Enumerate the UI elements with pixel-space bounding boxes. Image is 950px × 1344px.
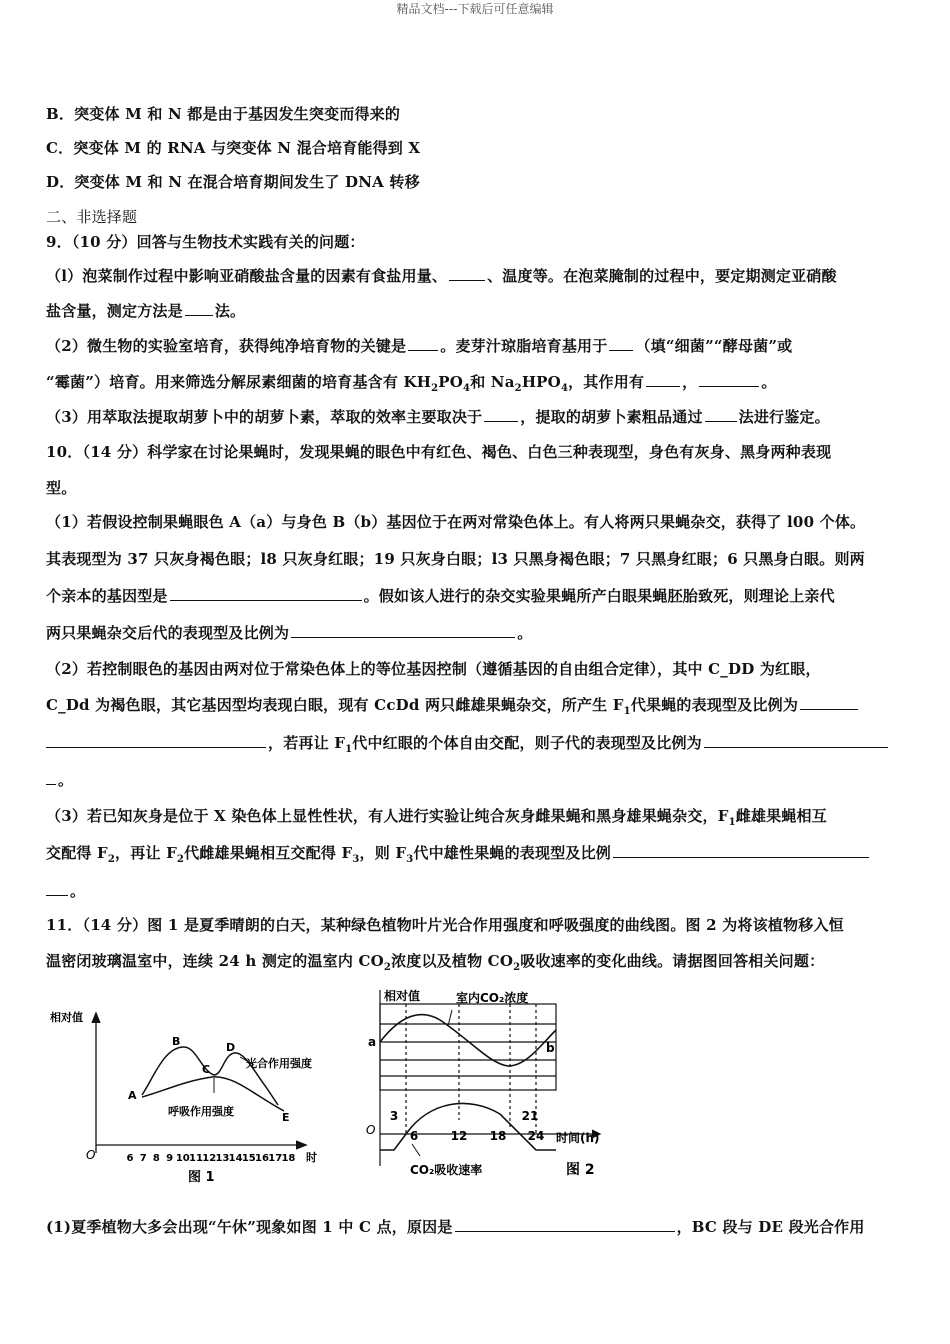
- fig2-x-tick: 12: [450, 1129, 468, 1143]
- fig2-a: a: [368, 1035, 377, 1049]
- q9-line-5: （3）用萃取法提取胡萝卜中的胡萝卜素，萃取的效率主要取决于 ，提取的胡萝卜素粗品通过 法进行鉴定。: [46, 408, 830, 426]
- fig2-origin: O: [366, 1123, 376, 1137]
- fig1-point-a: A: [128, 1089, 137, 1102]
- option-c: C．突变体 M 的 RNA 与突变体 N 混合培育能得到 X: [46, 139, 421, 157]
- fig2-ylabel: 相对值: [384, 989, 421, 1003]
- fig1-curve1-label: 光合作用强度: [246, 1057, 312, 1070]
- page-header: 精品文档---下载后可任意编辑: [396, 2, 554, 16]
- q10-line-3: 个亲本的基因型是 。假如该人进行的杂交实验果蝇所产白眼果蝇胚胎致死，则理论上亲代: [46, 587, 835, 605]
- answer-blank[interactable]: [613, 843, 869, 858]
- answer-blank[interactable]: [455, 1217, 675, 1232]
- fig1-x-tick: 12: [202, 1153, 217, 1164]
- q10-line-2: 其表现型为 37 只灰身褐色眼；l8 只灰身红眼；19 只灰身白眼；l3 只黑身褐色眼；7 只黑身红眼；6 只黑身白眼。则两: [46, 550, 865, 568]
- fig2-caption: 图 2: [566, 1162, 595, 1178]
- q11-title: 11．（14 分）图 1 是夏季晴朗的白天，某种绿色植物叶片光合作用强度和呼吸强度的曲线图。图 2 为将该植物移入恒: [46, 916, 844, 934]
- q11-question-1: (1)夏季植物大多会出现“午休”现象如图 1 中 C 点，原因是 ，BC 段与 DE 段光合作用: [46, 1218, 865, 1236]
- fig2-x-tick: 3: [389, 1109, 399, 1123]
- fig2-x-tick: 24: [527, 1129, 545, 1143]
- figure-1: [44, 1005, 334, 1190]
- fig2-rate-pointer: [412, 1144, 420, 1156]
- q9-line-3: （2）微生物的实验室培育，获得纯净培育物的关键是 。麦芽汁琼脂培育基用于 （填“细菌”“酵母菌”或: [46, 337, 793, 355]
- q10-line-7: ，若再让 $F_1$代中红眼的个体自由交配，则子代的表现型及比例为: [46, 732, 890, 755]
- answer-blank[interactable]: [46, 733, 266, 748]
- fig1-photosynthesis-curve: [142, 1047, 278, 1105]
- fig1-x-tick: 7: [139, 1153, 147, 1164]
- fig1-point-c: C: [202, 1063, 211, 1076]
- fig2-b: b: [546, 1041, 555, 1055]
- answer-blank[interactable]: [705, 407, 737, 422]
- q10-line-10: 交配得 $F_2$，再让 $F_2$代雌雄果蝇相互交配得 $F_3$，则 $F_3$代中雄性果蝇的表现型及比例: [46, 842, 871, 865]
- fig2-x-tick: 21: [521, 1109, 539, 1123]
- fig1-x-tick: 8: [152, 1153, 160, 1164]
- fig2-x-tick: 6: [409, 1129, 419, 1143]
- fig1-x-arrow: [296, 1141, 306, 1149]
- q10-line-8: 。: [46, 769, 73, 790]
- answer-blank[interactable]: [170, 586, 362, 601]
- q10-line-6: C_Dd 为褐色眼，其它基因型均表现白眼，现有 CcDd 两只雌雄果蝇杂交，所产生 $F_1$代果蝇的表现型及比例为: [46, 694, 860, 717]
- section-title: 二、非选择题: [46, 208, 138, 226]
- fig1-point-d: D: [226, 1041, 236, 1054]
- fig1-point-e: E: [282, 1111, 290, 1124]
- fig1-x-tick: 15: [241, 1153, 256, 1164]
- fig2-x-tick: 18: [489, 1129, 507, 1143]
- answer-blank[interactable]: [484, 407, 518, 422]
- q9-line-1: （l）泡菜制作过程中影响亚硝酸盐含量的因素有食盐用量、 、温度等。在泡菜腌制的过程中，要定期测定亚硝酸: [46, 267, 837, 285]
- fig2-rate-label: CO₂吸收速率: [410, 1163, 483, 1177]
- answer-blank[interactable]: [800, 695, 858, 710]
- fig1-origin: O: [86, 1148, 96, 1162]
- fig2-co2-label: 室内CO₂浓度: [456, 991, 529, 1005]
- answer-blank[interactable]: [46, 881, 68, 896]
- q9-line-4: “霉菌”）培育。用来筛选分解尿素细菌的培育基含有 $KH_2PO_4$和 $Na_2HPO_4$，其作用有 ， 。: [46, 373, 777, 394]
- answer-blank[interactable]: [291, 623, 515, 638]
- fig1-xunit: 时: [306, 1151, 317, 1164]
- fig1-ylabel: 相对值: [50, 1011, 83, 1024]
- option-d: D．突变体 M 和 N 在混合培育期间发生了 DNA 转移: [46, 173, 420, 191]
- answer-blank[interactable]: [408, 336, 438, 351]
- answer-blank[interactable]: [449, 266, 485, 281]
- fig1-x-tick: 17: [268, 1153, 283, 1164]
- answer-blank[interactable]: [46, 770, 56, 785]
- fig1-x-tick: 16: [255, 1153, 269, 1164]
- q11-line-2: 温密闭玻璃温室中，连续 24 h 测定的温室内 $CO_2$浓度以及植物 $CO_2$吸收速率的变化曲线。请据图回答相关问题：: [46, 952, 825, 973]
- q10-title: 10．（14 分）科学家在讨论果蝇时，发现果蝇的眼色中有红色、褐色、白色三种表现型，身色有灰身、黑身两种表现: [46, 443, 832, 461]
- fig1-y-arrow: [92, 1013, 100, 1023]
- q10-title-2: 型。: [46, 479, 77, 497]
- figure-2: [360, 980, 620, 1185]
- q10-line-4: 两只果蝇杂交后代的表现型及比例为 。: [46, 624, 533, 642]
- fig1-x-tick: 10: [175, 1153, 190, 1164]
- answer-blank[interactable]: [699, 372, 759, 387]
- answer-blank[interactable]: [646, 372, 680, 387]
- fig1-x-tick: 14: [228, 1153, 243, 1164]
- fig1-x-tick: 11: [189, 1153, 203, 1164]
- fig1-point-b: B: [172, 1035, 181, 1048]
- option-b: B．突变体 M 和 N 都是由于基因发生突变而得来的: [46, 105, 401, 123]
- fig1-x-tick: 9: [166, 1153, 174, 1164]
- answer-blank[interactable]: [609, 336, 633, 351]
- fig1-caption: 图 1: [188, 1170, 215, 1185]
- fig2-xunit: 时间(h): [556, 1131, 600, 1145]
- fig1-x-tick: 18: [281, 1153, 296, 1164]
- q9-title: 9．（10 分）回答与生物技术实践有关的问题：: [46, 233, 365, 251]
- fig1-curve2-label: 呼吸作用强度: [168, 1105, 234, 1118]
- answer-blank[interactable]: [185, 301, 213, 316]
- q10-line-11: 。: [46, 880, 85, 901]
- q10-line-9: （3）若已知灰身是位于 X 染色体上显性性状，有人进行实验让纯合灰身雌果蝇和黑身雄果蝇杂交，$F_1$雌雄果蝇相互: [46, 807, 827, 828]
- q9-line-2: 盐含量，测定方法是 法。: [46, 302, 246, 320]
- fig1-x-tick: 13: [215, 1153, 230, 1164]
- fig1-x-tick: 6: [126, 1153, 134, 1164]
- answer-blank[interactable]: [704, 733, 888, 748]
- q10-line-1: （1）若假设控制果蝇眼色 A（a）与身色 B（b）基因位于在两对常染色体上。有人将两只果蝇杂交，获得了 l00 个体。: [46, 513, 866, 531]
- q10-line-5: （2）若控制眼色的基因由两对位于常染色体上的等位基因控制（遵循基因的自由组合定律），其中 C_DD 为红眼，: [46, 660, 821, 678]
